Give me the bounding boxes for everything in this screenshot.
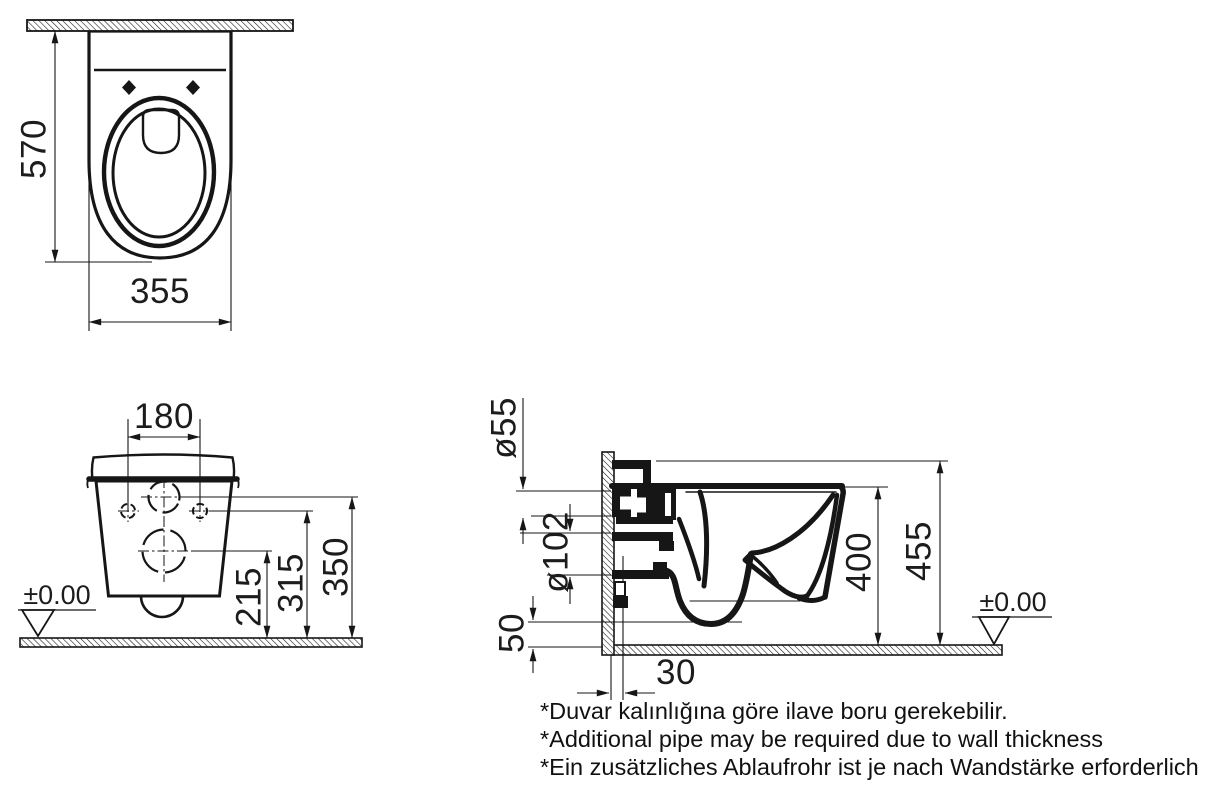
extension-lines: [128, 419, 358, 551]
datum-label-side: ±0.00: [979, 587, 1047, 617]
outlet-top-bar: [612, 532, 673, 541]
bowl-bottom-bump: [141, 596, 183, 617]
side-view: [485, 397, 1053, 700]
trap-curve: [656, 554, 751, 624]
dim-label-bolt-height: 315: [271, 553, 311, 613]
bowl-back-sweep: [752, 495, 833, 553]
outlet-top-step: [659, 541, 674, 551]
datum-triangle-front: [22, 610, 54, 636]
inlet-bottom-bar: [616, 517, 673, 524]
jet-channel-line: [679, 519, 699, 579]
wall-section-top: [27, 20, 293, 31]
note-english: *Additional pipe may be required due to wall thickness: [540, 726, 1104, 752]
dim-label-outlet-height: 215: [229, 567, 269, 627]
note-turkish: *Duvar kalınlığına göre ilave boru gerekebilir.: [540, 698, 1008, 724]
wall-section-side: [602, 452, 614, 655]
dim-label-inlet-height: 350: [316, 537, 356, 597]
outlet-bottom-step: [653, 562, 667, 571]
top-view: [15, 20, 294, 331]
note-german: *Ein zusätzliches Ablaufrohr ist je nach Wandstärke erforderlich: [540, 754, 1199, 780]
inlet-left-block: [612, 489, 631, 517]
inlet-bore-slot: [665, 493, 671, 516]
dim-outlet-diameter-group: [520, 504, 611, 604]
rim-band: [92, 455, 234, 480]
centerlines: [118, 477, 211, 582]
dim-label-clearance: 50: [492, 613, 532, 653]
dim-label-depth: 570: [14, 119, 54, 179]
dim-wall-offset-group: [577, 653, 696, 693]
dim-label-bolt-spacing: 180: [134, 397, 194, 436]
dim-label-wall-offset: 30: [656, 653, 696, 692]
fixing-bolt-outline: [615, 582, 625, 596]
mounting-diamond-right: [186, 80, 200, 95]
floor-section-front: [20, 638, 362, 647]
dim-label-rim-height: 400: [839, 532, 879, 592]
mounting-diamond-left: [122, 80, 136, 95]
bowl-back-line: [700, 492, 707, 586]
inlet-assembly: [612, 460, 676, 524]
outlet-bottom-bar: [612, 570, 669, 579]
seat-ring-outer: [104, 98, 214, 246]
front-view: [18, 397, 362, 647]
outlet-pipe: [612, 532, 674, 579]
dim-label-outlet-diameter: ø102: [536, 511, 576, 593]
datum-triangle-side: [979, 617, 1009, 644]
dim-label-width: 355: [130, 272, 190, 311]
notes-block: [540, 698, 1199, 780]
datum-label-front: ±0.00: [23, 580, 91, 610]
dim-label-overall-height: 455: [899, 521, 939, 581]
dim-label-inlet-diameter: ø55: [484, 397, 524, 459]
fixing-bolt-block: [613, 596, 628, 608]
